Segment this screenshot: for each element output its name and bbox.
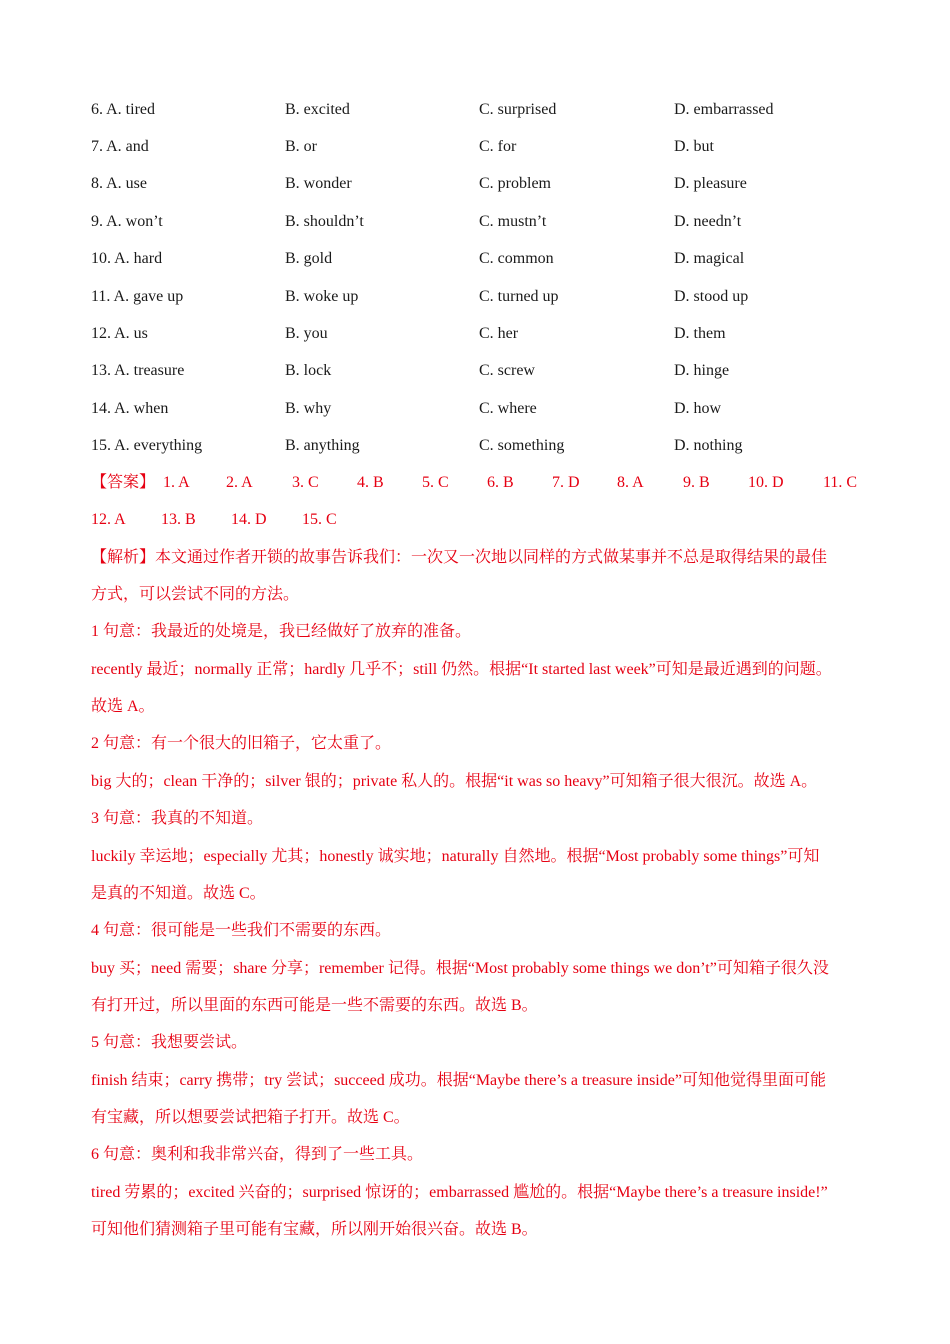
option-a: 7. A. and	[91, 138, 149, 155]
option-row-9	[91, 210, 891, 234]
analysis-line: finish 结束；carry 携带；try 尝试；succeed 成功。根据“Maybe there’s a treasure inside”可知他觉得里面可能	[91, 1072, 826, 1089]
answer-item: 15. C	[302, 511, 337, 528]
option-c: C. common	[479, 250, 554, 267]
answer-item: 14. D	[231, 511, 267, 528]
answer-item: 4. B	[357, 474, 384, 491]
option-row-15	[91, 434, 891, 458]
option-a: 6. A. tired	[91, 101, 155, 118]
analysis-line: 【解析】本文通过作者开锁的故事告诉我们：一次又一次地以同样的方式做某事并不总是取得结果的最佳	[91, 549, 828, 566]
answer-item: 2. A	[226, 474, 253, 491]
answer-item: 13. B	[161, 511, 196, 528]
option-a: 10. A. hard	[91, 250, 163, 267]
option-row-10	[91, 247, 891, 271]
analysis-line: luckily 幸运地；especially 尤其；honestly 诚实地；naturally 自然地。根据“Most probably some things”可知	[91, 848, 820, 865]
option-a: 14. A. when	[91, 400, 169, 417]
option-b: B. lock	[285, 362, 332, 379]
analysis-line: big 大的；clean 干净的；silver 银的；private 私人的。根据“it was so heavy”可知箱子很大很沉。故选 A。	[91, 773, 818, 790]
analysis-line: 方式，可以尝试不同的方法。	[91, 586, 300, 603]
option-d: D. nothing	[674, 437, 743, 454]
analysis-line: recently 最近；normally 正常；hardly 几乎不；still 仍然。根据“It started last week”可知是最近遇到的问题。	[91, 661, 832, 678]
option-row-7	[91, 135, 891, 159]
option-a: 12. A. us	[91, 325, 148, 342]
option-a: 8. A. use	[91, 175, 147, 192]
answer-item: 1. A	[163, 474, 190, 491]
answer-label: 【答案】	[91, 474, 156, 491]
option-a: 13. A. treasure	[91, 362, 185, 379]
option-row-14	[91, 397, 891, 421]
analysis-line: 可知他们猜测箱子里可能有宝藏，所以刚开始很兴奋。故选 B。	[91, 1221, 538, 1238]
answer-key-row-2	[91, 508, 891, 532]
analysis-line: 2 句意：有一个很大的旧箱子，它太重了。	[91, 735, 392, 752]
answer-item: 8. A	[617, 474, 644, 491]
option-row-12	[91, 322, 891, 346]
option-b: B. wonder	[285, 175, 352, 192]
option-b: B. gold	[285, 250, 333, 267]
analysis-line: 有打开过，所以里面的东西可能是一些不需要的东西。故选 B。	[91, 997, 538, 1014]
option-d: D. them	[674, 325, 726, 342]
answer-key-row-1	[91, 471, 891, 495]
option-c: C. her	[479, 325, 519, 342]
analysis-line: 故选 A。	[91, 698, 155, 715]
answer-item: 3. C	[292, 474, 319, 491]
option-c: C. screw	[479, 362, 535, 379]
answer-item: 5. C	[422, 474, 449, 491]
option-d: D. stood up	[674, 288, 749, 305]
answer-item: 7. D	[552, 474, 580, 491]
option-row-11	[91, 285, 891, 309]
option-b: B. or	[285, 138, 317, 155]
analysis-line: 有宝藏，所以想要尝试把箱子打开。故选 C。	[91, 1109, 410, 1126]
analysis-line: 5 句意：我想要尝试。	[91, 1034, 248, 1051]
option-c: C. surprised	[479, 101, 557, 118]
answer-item: 6. B	[487, 474, 514, 491]
option-c: C. turned up	[479, 288, 559, 305]
option-c: C. where	[479, 400, 537, 417]
analysis-line: tired 劳累的；excited 兴奋的；surprised 惊讶的；embarrassed 尴尬的。根据“Maybe there’s a treasure inside!”	[91, 1184, 828, 1201]
option-row-13	[91, 359, 891, 383]
option-d: D. pleasure	[674, 175, 747, 192]
option-d: D. how	[674, 400, 722, 417]
analysis-line: 3 句意：我真的不知道。	[91, 810, 264, 827]
answer-item: 12. A	[91, 511, 126, 528]
option-b: B. excited	[285, 101, 350, 118]
option-c: C. something	[479, 437, 565, 454]
answer-item: 11. C	[823, 474, 858, 491]
option-d: D. embarrassed	[674, 101, 774, 118]
analysis-line: 是真的不知道。故选 C。	[91, 885, 266, 902]
option-b: B. woke up	[285, 288, 359, 305]
option-b: B. anything	[285, 437, 360, 454]
option-c: C. mustn’t	[479, 213, 547, 230]
option-b: B. you	[285, 325, 328, 342]
answer-item: 9. B	[683, 474, 710, 491]
option-b: B. why	[285, 400, 332, 417]
option-a: 9. A. won’t	[91, 213, 163, 230]
option-d: D. but	[674, 138, 714, 155]
analysis-line: 6 句意：奥利和我非常兴奋，得到了一些工具。	[91, 1146, 424, 1163]
option-c: C. for	[479, 138, 517, 155]
option-row-6	[91, 98, 891, 122]
analysis-line: 4 句意：很可能是一些我们不需要的东西。	[91, 922, 392, 939]
option-d: D. hinge	[674, 362, 730, 379]
option-a: 11. A. gave up	[91, 288, 184, 305]
option-row-8	[91, 172, 891, 196]
option-c: C. problem	[479, 175, 551, 192]
analysis-line: buy 买；need 需要；share 分享；remember 记得。根据“Most probably some things we don’t”可知箱子很久没	[91, 960, 829, 977]
option-d: D. needn’t	[674, 213, 742, 230]
option-d: D. magical	[674, 250, 745, 267]
option-a: 15. A. everything	[91, 437, 203, 454]
option-b: B. shouldn’t	[285, 213, 364, 230]
analysis-line: 1 句意：我最近的处境是，我已经做好了放弃的准备。	[91, 623, 472, 640]
answer-item: 10. D	[748, 474, 784, 491]
